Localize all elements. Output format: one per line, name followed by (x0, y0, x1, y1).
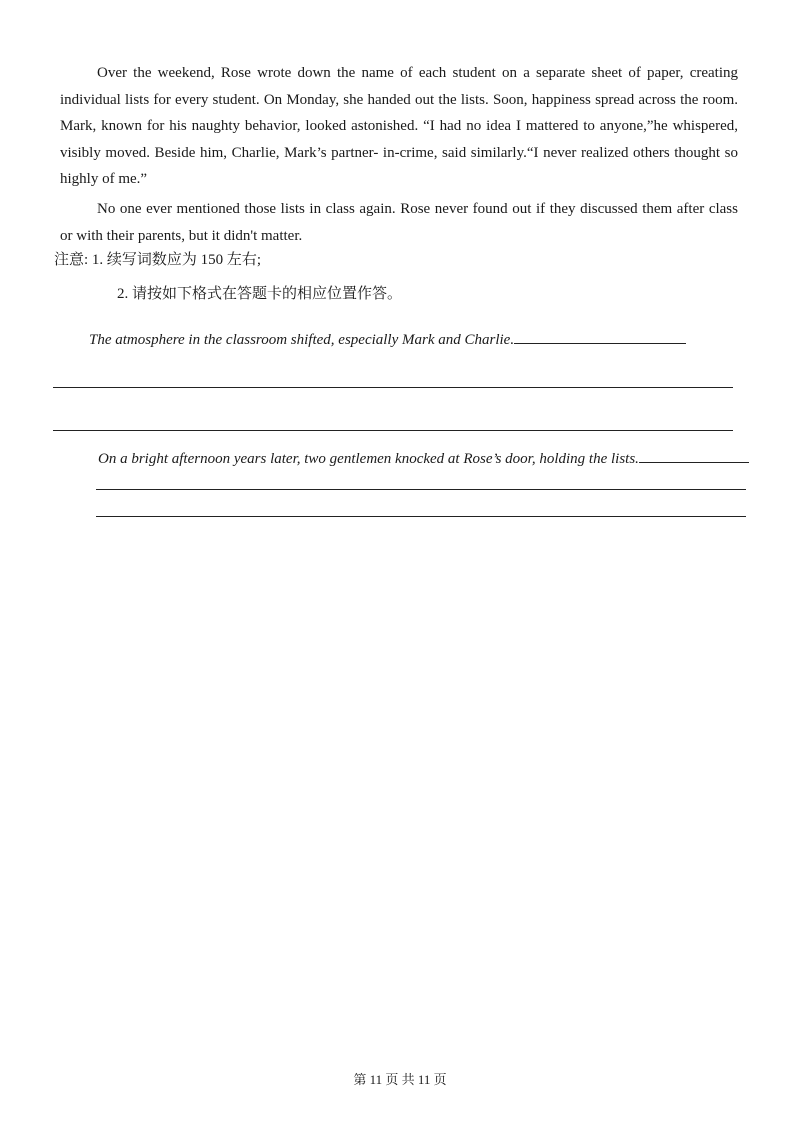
answer-line[interactable] (53, 387, 733, 388)
prompt-1-answer-blank[interactable] (514, 329, 686, 344)
note-answer-format: 2. 请按如下格式在答题卡的相应位置作答。 (117, 286, 403, 302)
passage-paragraph-2: No one ever mentioned those lists in class again. Rose never found out if they discussed them after class or with their parents, but it didn't matter. (60, 201, 738, 244)
note-word-count: 注意: 1. 续写词数应为 150 左右; (54, 252, 262, 268)
prompt-2-text: On a bright afternoon years later, two gentlemen knocked at Rose’s door, holding the lists. (98, 451, 639, 467)
passage-paragraph-1: Over the weekend, Rose wrote down the name of each student on a separate sheet of paper, creating individual lists for every student. On Monday, she handed out the lists. Soon, happiness spread across the room. Mark, known for his naughty behavior, looked astonished. “I had no idea I mattered to anyone,”he whispered, visibly moved. Beside him, Charlie, Mark’s partner- in-crime, said similarly.“I never realized others thought so highly of me.” (60, 65, 738, 187)
continuation-prompt-2 (98, 448, 749, 470)
continuation-prompt-1 (89, 329, 686, 351)
answer-line[interactable] (96, 489, 746, 490)
prompt-1-text: The atmosphere in the classroom shifted, especially Mark and Charlie. (89, 332, 515, 348)
prompt-2-answer-blank[interactable] (639, 448, 749, 463)
answer-line[interactable] (96, 516, 746, 517)
answer-line[interactable] (53, 430, 733, 431)
page-number-footer: 第 11 页 共 11 页 (353, 1072, 447, 1087)
